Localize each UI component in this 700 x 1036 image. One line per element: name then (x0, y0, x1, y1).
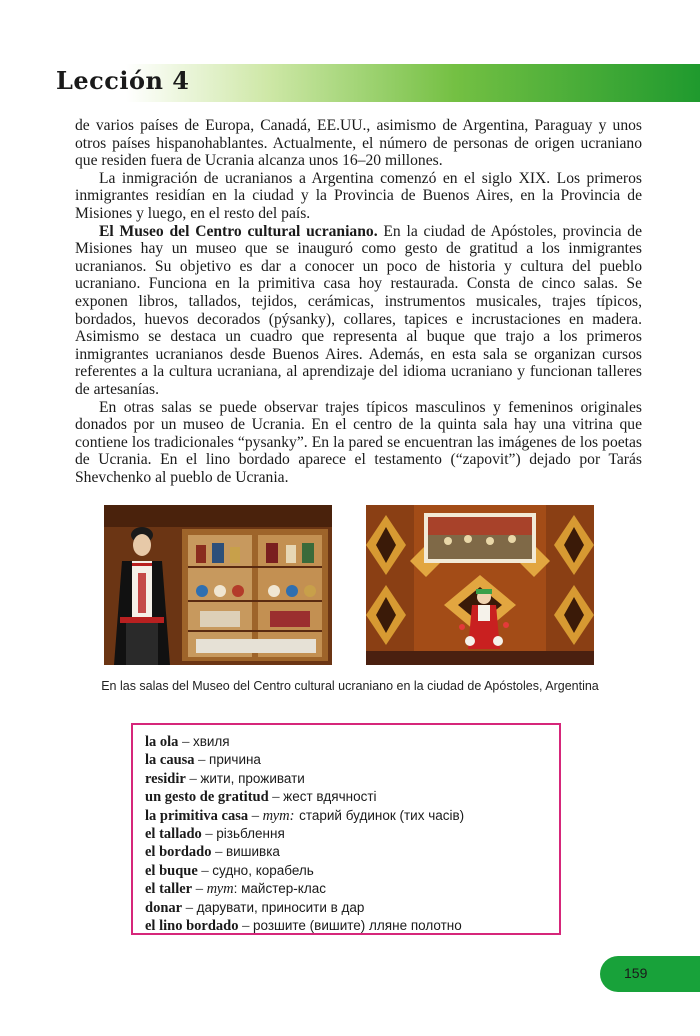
page-number-tab (600, 956, 700, 992)
vocabulary-item: el buque – судно, корабель (145, 862, 314, 879)
museum-photo-tapestry (366, 505, 594, 665)
vocabulary-item: el tallado – різьблення (145, 825, 285, 842)
paragraph: de varios países de Europa, Canadá, EE.UU., asimismo de Argentina, Paraguay y unos otros países hispanohablantes. Actualmente, el número de personas de origen ucraniano que residen fuera de Ucrania alcanza unos 16–20 millones. (75, 117, 642, 170)
vocabulary-item: la causa – причина (145, 752, 261, 769)
page-number: 159 (624, 965, 648, 981)
paragraph: El Museo del Centro cultural ucraniano. En la ciudad de Apóstoles, provincia de Misiones hay un museo que se inauguró como gesto de gratitud a los inmigrantes ucranianos. Su objetivo es dar a conocer un poco de historia y cultura del pueblo ucraniano. Funciona en la primitiva casa hoy restaurada. Consta de cinco salas. Se exponen libros, tallados, tejidos, cerámicas, instrumentos musicales, trajes típicos, bordados, huevos decorados (pýsanky), collares, tapices e incrustaciones en madera. Asimismo se destaca un cuadro que representa al buque que trajo a los primeros inmigrantes ucranianos desde Buenos Aires. Además, en esta sala se organizan cursos referentes a la cultura ucraniana, al aprendizaje del idioma ucraniano y funcionan talleres de artesanías. (75, 222, 642, 398)
vocabulary-box (131, 723, 561, 935)
paragraph: La inmigración de ucranianos a Argentina comenzó en el siglo XIX. Los primeros inmigrantes residían en la ciudad y la Provincia de Buenos Aires, en la Provincia de Misiones y luego, en el resto del país. (75, 169, 642, 222)
museum-photo-tapestry-drawing (366, 505, 594, 665)
photo-caption: En las salas del Museo del Centro cultural ucraniano en la ciudad de Apóstoles, Argentina (101, 679, 599, 693)
vocabulary-item: la ola – хвиля (145, 734, 230, 750)
paragraph: En otras salas se puede observar trajes típicos masculinos y femeninos originales donados por un museo de Ucrania. En el centro de la quinta sala hay una vitrina que contiene los tradicionales “pysanky”. En la pared se encuentran las imágenes de los poetas de Ucrania. En el lino bordado aparece el testamento (“zapovit”) dejado por Tarás Shevchenko al pueblo de Ucrania. (75, 398, 642, 486)
vocabulary-item: un gesto de gratitud – жест вдячності (145, 789, 377, 806)
museum-photo-costume (104, 505, 332, 665)
vocabulary-item: residir – жити, проживати (145, 770, 305, 787)
vocabulary-item: el bordado – вишивка (145, 844, 280, 861)
paragraph-lead: El Museo del Centro cultural ucraniano. (99, 222, 378, 240)
vocabulary-item: el lino bordado – розшите (вишите) лляне полотно (145, 917, 462, 934)
museum-photo-costume-drawing (104, 505, 332, 665)
vocabulary-item: la primitiva casa – тут: старий будинок (тих часів) (145, 807, 465, 824)
vocabulary-item: el taller – тут: майстер-клас (145, 881, 326, 898)
lesson-title: Lección 4 (56, 66, 190, 95)
main-text (75, 117, 642, 486)
vocabulary-item: donar – дарувати, приносити в дар (145, 899, 365, 916)
